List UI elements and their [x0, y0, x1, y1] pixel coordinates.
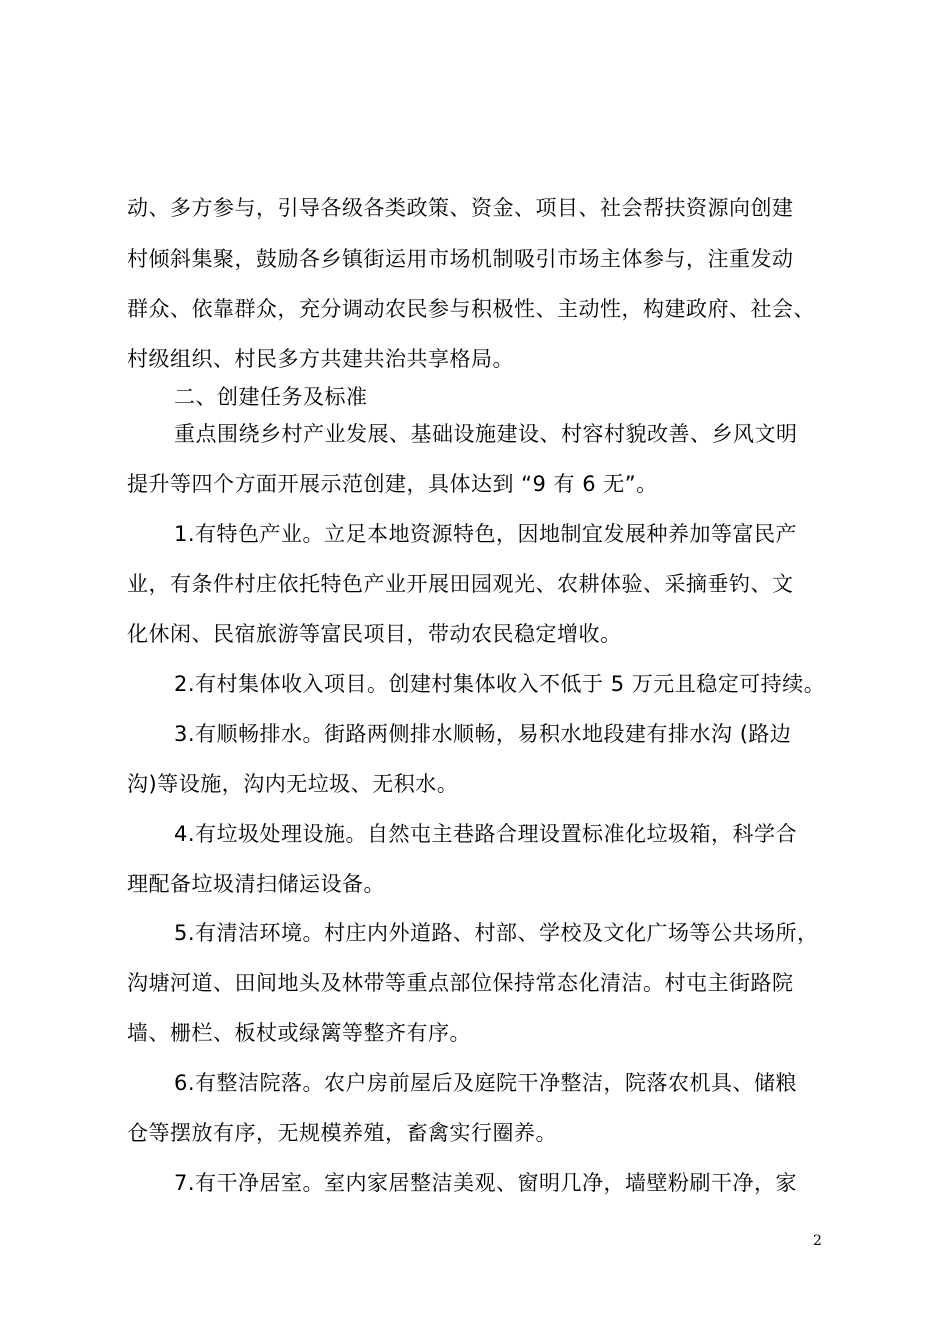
text-line: 2.有村集体收入项目。创建村集体收入不低于 5 万元且稳定可持续。: [174, 672, 826, 696]
text-line: 动、多方参与，引导各级各类政策、资金、项目、社会帮扶资源向创建: [127, 196, 794, 220]
text-line: 沟)等设施，沟内无垃圾、无积水。: [127, 772, 459, 796]
section-heading: 二、创建任务及标准: [174, 385, 368, 409]
text-line: 1.有特色产业。立足本地资源特色，因地制宜发展种养加等富民产: [174, 522, 798, 546]
text-line: 5.有清洁环境。村庄内外道路、村部、学校及文化广场等公共场所，: [174, 921, 819, 945]
text-line: 化休闲、民宿旅游等富民项目，带动农民稳定增收。: [127, 622, 622, 646]
text-line: 村级组织、村民多方共建共治共享格局。: [127, 347, 514, 371]
text-line: 仓等摆放有序，无规模养殖，畜禽实行圈养。: [127, 1121, 557, 1145]
text-line: 3.有顺畅排水。街路两侧排水顺畅，易积水地段建有排水沟 (路边: [174, 722, 792, 746]
text-line: 沟塘河道、田间地头及林带等重点部位保持常态化清洁。村屯主街路院: [127, 971, 794, 995]
text-line: 提升等四个方面开展示范创建，具体达到 “9 有 6 无”。: [127, 472, 658, 496]
text-line: 6.有整洁院落。农户房前屋后及庭院干净整洁，院落农机具、储粮: [174, 1071, 798, 1095]
text-line: 4.有垃圾处理设施。自然屯主巷路合理设置标准化垃圾箱，科学合: [174, 822, 798, 846]
text-line: 业，有条件村庄依托特色产业开展田园观光、农耕体验、采摘垂钓、文: [127, 572, 794, 596]
page-number: 2: [813, 1233, 822, 1249]
text-line: 群众、依靠群众，充分调动农民参与积极性、主动性，构建政府、社会、: [127, 297, 815, 321]
text-line: 理配备垃圾清扫储运设备。: [127, 872, 385, 896]
text-line: 墙、栅栏、板杖或绿篱等整齐有序。: [127, 1021, 471, 1045]
text-line: 7.有干净居室。室内家居整洁美观、窗明几净，墙壁粉刷干净，家: [174, 1171, 798, 1195]
text-line: 重点围绕乡村产业发展、基础设施建设、村容村貌改善、乡风文明: [174, 422, 798, 446]
text-line: 村倾斜集聚，鼓励各乡镇街运用市场机制吸引市场主体参与，注重发动: [127, 247, 794, 271]
